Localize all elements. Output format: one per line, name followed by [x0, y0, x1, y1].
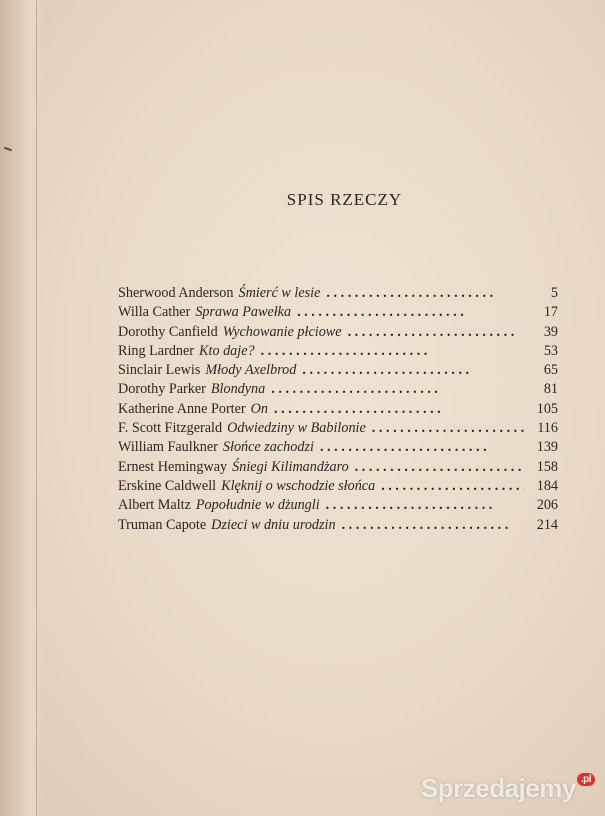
toc-title: On — [250, 400, 268, 417]
dot-leader — [372, 419, 524, 438]
toc-entry — [118, 361, 558, 380]
toc-title: Dzieci w dniu urodzin — [211, 516, 336, 533]
toc-entry — [118, 380, 558, 399]
toc-page-number: 39 — [543, 323, 558, 340]
toc-title: Młody Axelbrod — [205, 362, 297, 379]
gutter-fold — [36, 0, 37, 816]
toc-page-number: 214 — [536, 516, 558, 533]
dot-leader — [271, 380, 524, 399]
toc-entry — [118, 400, 558, 419]
dot-leader — [320, 438, 524, 457]
toc-title: Odwiedziny w Babilonie — [227, 420, 366, 437]
dot-leader — [326, 496, 524, 515]
toc-entry — [118, 419, 558, 438]
dot-leader — [274, 400, 524, 419]
toc-author: William Faulkner — [118, 439, 218, 456]
toc-title: Klęknij o wschodzie słońca — [221, 477, 376, 494]
dot-leader — [342, 516, 524, 535]
toc-entry — [118, 458, 558, 477]
toc-title: Kto daje? — [199, 342, 255, 359]
toc-entry — [118, 342, 558, 361]
toc-title: Wychowanie płciowe — [222, 323, 342, 340]
page-title: SPIS RZECZY — [286, 190, 403, 209]
toc-author: Katherine Anne Porter — [118, 400, 246, 417]
toc-author: Albert Maltz — [118, 497, 191, 514]
toc-author: Ernest Hemingway — [118, 458, 228, 475]
toc-page-number: 105 — [536, 400, 558, 417]
toc-title: Sprawa Pawełka — [195, 304, 292, 321]
toc-page-number: 184 — [536, 477, 558, 494]
toc-entry — [118, 284, 558, 303]
toc-page-number: 65 — [543, 362, 558, 379]
toc-title: Śmierć w lesie — [238, 285, 321, 301]
toc-author: Erskine Caldwell — [118, 477, 217, 494]
watermark-text: Sprzedajemy — [420, 773, 576, 803]
toc-author: Sinclair Lewis — [118, 362, 201, 379]
toc-author: Dorothy Canfield — [118, 323, 218, 340]
dot-leader — [297, 303, 524, 322]
toc-author: Willa Cather — [118, 304, 191, 321]
toc-page-number: 116 — [537, 420, 558, 437]
toc-page-number: 81 — [543, 381, 558, 398]
toc-page-number: 53 — [543, 342, 558, 359]
toc-entry — [118, 496, 558, 515]
dot-leader — [261, 342, 524, 361]
toc-entry — [118, 438, 558, 457]
toc-author: F. Scott Fitzgerald — [118, 420, 223, 437]
toc-entry — [118, 477, 558, 496]
watermark-badge: .pl — [577, 773, 595, 786]
dot-leader — [326, 284, 524, 303]
toc-author: Sherwood Anderson — [118, 285, 234, 301]
toc-entry — [118, 303, 558, 322]
dot-leader — [348, 323, 524, 342]
toc-title: Śniegi Kilimandżaro — [232, 458, 349, 475]
dot-leader — [381, 477, 524, 496]
watermark — [421, 773, 595, 804]
table-of-contents — [118, 284, 558, 535]
toc-entry — [118, 323, 558, 342]
toc-entry — [118, 516, 558, 535]
dot-leader — [355, 458, 524, 477]
toc-page-number: 17 — [543, 304, 558, 321]
toc-page-number: 206 — [536, 497, 558, 514]
toc-author: Dorothy Parker — [118, 381, 206, 398]
toc-title: Blondyna — [210, 381, 266, 398]
toc-author: Ring Lardner — [118, 342, 195, 359]
toc-author: Truman Capote — [118, 516, 207, 533]
toc-title: Popołudnie w dżungli — [195, 497, 320, 514]
dot-leader — [302, 361, 524, 380]
toc-page-number: 158 — [536, 458, 558, 475]
toc-page-number: 5 — [550, 285, 558, 301]
toc-title: Słońce zachodzi — [222, 439, 314, 456]
toc-page-number: 139 — [536, 439, 558, 456]
